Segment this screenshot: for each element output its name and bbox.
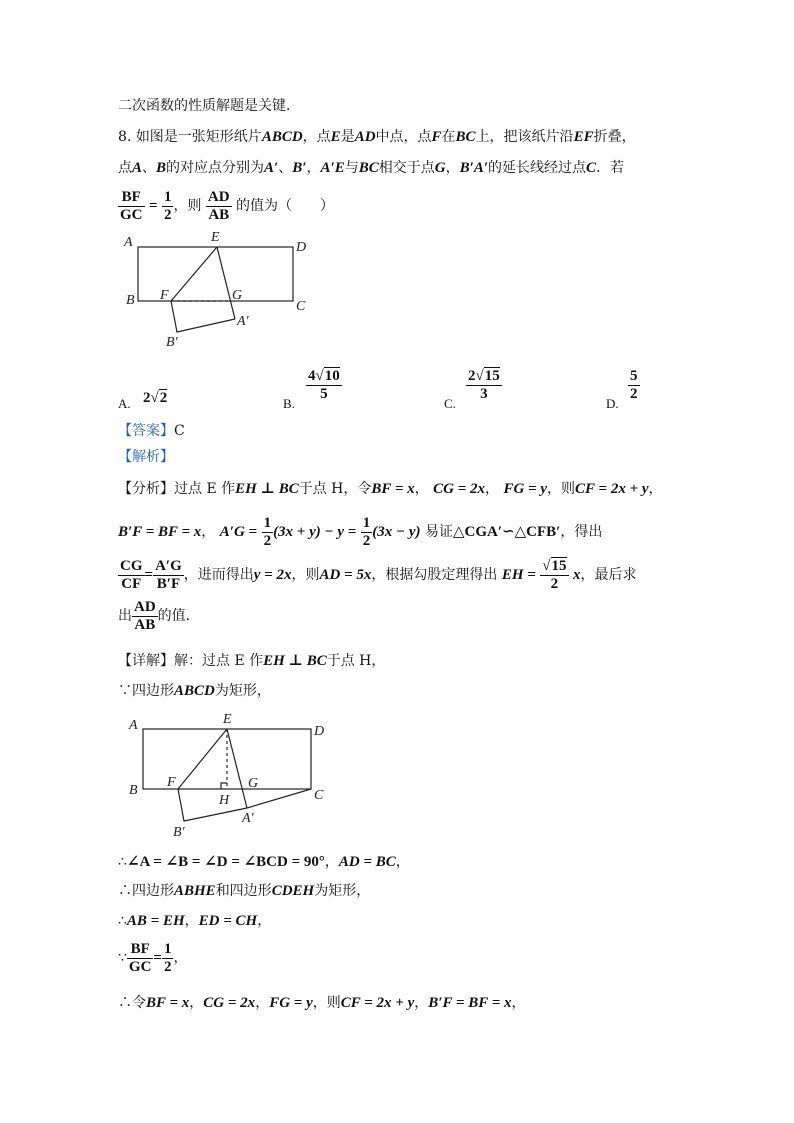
label2-d: D [314, 724, 325, 739]
ratio-half: $\frac{1}{2}$ [163, 188, 172, 223]
label2-b-prime: B′ [173, 825, 185, 840]
fenxi-line-4: 出 $\frac{AD}{AB}$ 的值． [118, 598, 200, 633]
seg-ea1-2 [227, 729, 247, 808]
fenxi-line-1: 【分析】过点 E 作EH ⊥ BC于点 H，令BF = x， CG = 2x， FG = y，则CF = 2x + y， [118, 481, 663, 497]
intro-text: 二次函数的性质解题是关键． [118, 98, 300, 114]
seg-ea1 [217, 247, 235, 319]
label2-h: H [219, 793, 230, 808]
answer-tag: 【答案】 [118, 423, 174, 439]
question-line-2: 点A、B的对应点分别为A′、B′，A′E与BC相交于点G，B′A′的延长线经过点C．若 [118, 160, 625, 176]
label2-a-prime: A′ [242, 811, 254, 826]
detail-line-2: ∵四边形ABCD为矩形， [118, 683, 271, 699]
detail-line-1: 【详解】解：过点 E 作EH ⊥ BC于点 H， [118, 653, 386, 669]
answer-value: C [174, 423, 185, 439]
detail-line-3: ∴∠A = ∠B = ∠D = ∠BCD = 90°，AD = BC， [118, 854, 410, 870]
detail-line-4: ∴四边形ABHE和四边形CDEH为矩形， [118, 883, 371, 899]
label-f: F [160, 288, 169, 303]
label-a: A [124, 235, 133, 250]
label2-f: F [167, 775, 176, 790]
analysis-tag: 【解析】 [118, 449, 174, 465]
label2-c: C [314, 788, 324, 803]
right-angle-mark [221, 783, 227, 789]
label2-e: E [223, 712, 232, 727]
detail-line-7: ∴令BF = x，CG = 2x，FG = y，则CF = 2x + y，B′F = BF = x， [118, 995, 526, 1011]
ratio-bf-gc: $\frac{BF}{GC}$ [120, 188, 143, 223]
label2-a: A [129, 718, 138, 733]
answer-line [118, 422, 185, 440]
label2-g: G [248, 776, 259, 791]
question-line-1: 8. 如图是一张矩形纸片ABCD，点E是AD中点，点F在BC上，把该纸片沿EF折叠， [118, 129, 636, 145]
question-number: 8. [118, 129, 132, 145]
seg-ef-2 [178, 729, 227, 789]
label-c: C [296, 299, 306, 314]
label2-b: B [129, 783, 138, 798]
seg-ef [171, 247, 217, 301]
label-e: E [211, 230, 220, 245]
detail-line-5: ∴AB = EH，ED = CH， [118, 913, 272, 929]
figure-1 [118, 228, 318, 353]
ratio-ad-ab: $\frac{AD}{AB}$ [207, 188, 230, 223]
fenxi-line-2: B′F = BF = x， A′G = $\frac{1}{2}$ (3x + y) − y = $\frac{1}{2}$ (3x − y) 易证△CGA′∽△CFB′，得出 [118, 514, 603, 549]
figure-2 [125, 710, 340, 840]
label-b: B [126, 293, 135, 308]
folded-flap [171, 301, 235, 332]
question-line-3: $\frac{BF}{GC}$ = $\frac{1}{2}$ ，则 $\frac{AD}{AB}$ 的值为（ ） [120, 188, 335, 223]
label-d: D [296, 240, 307, 255]
label-a-prime: A′ [237, 314, 249, 329]
label-b-prime: B′ [166, 335, 178, 350]
fenxi-line-3: $\frac{CG}{CF}$ = $\frac{A'G}{B'F}$ ，进而得出y = 2x，则AD = 5x，根据勾股定理得出 EH = $\frac{√15}{2}$ x，最后求 [120, 557, 637, 592]
label-g: G [232, 288, 243, 303]
detail-line-6: ∵ $\frac{BF}{GC}$ = $\frac{1}{2}$ ， [118, 940, 188, 975]
